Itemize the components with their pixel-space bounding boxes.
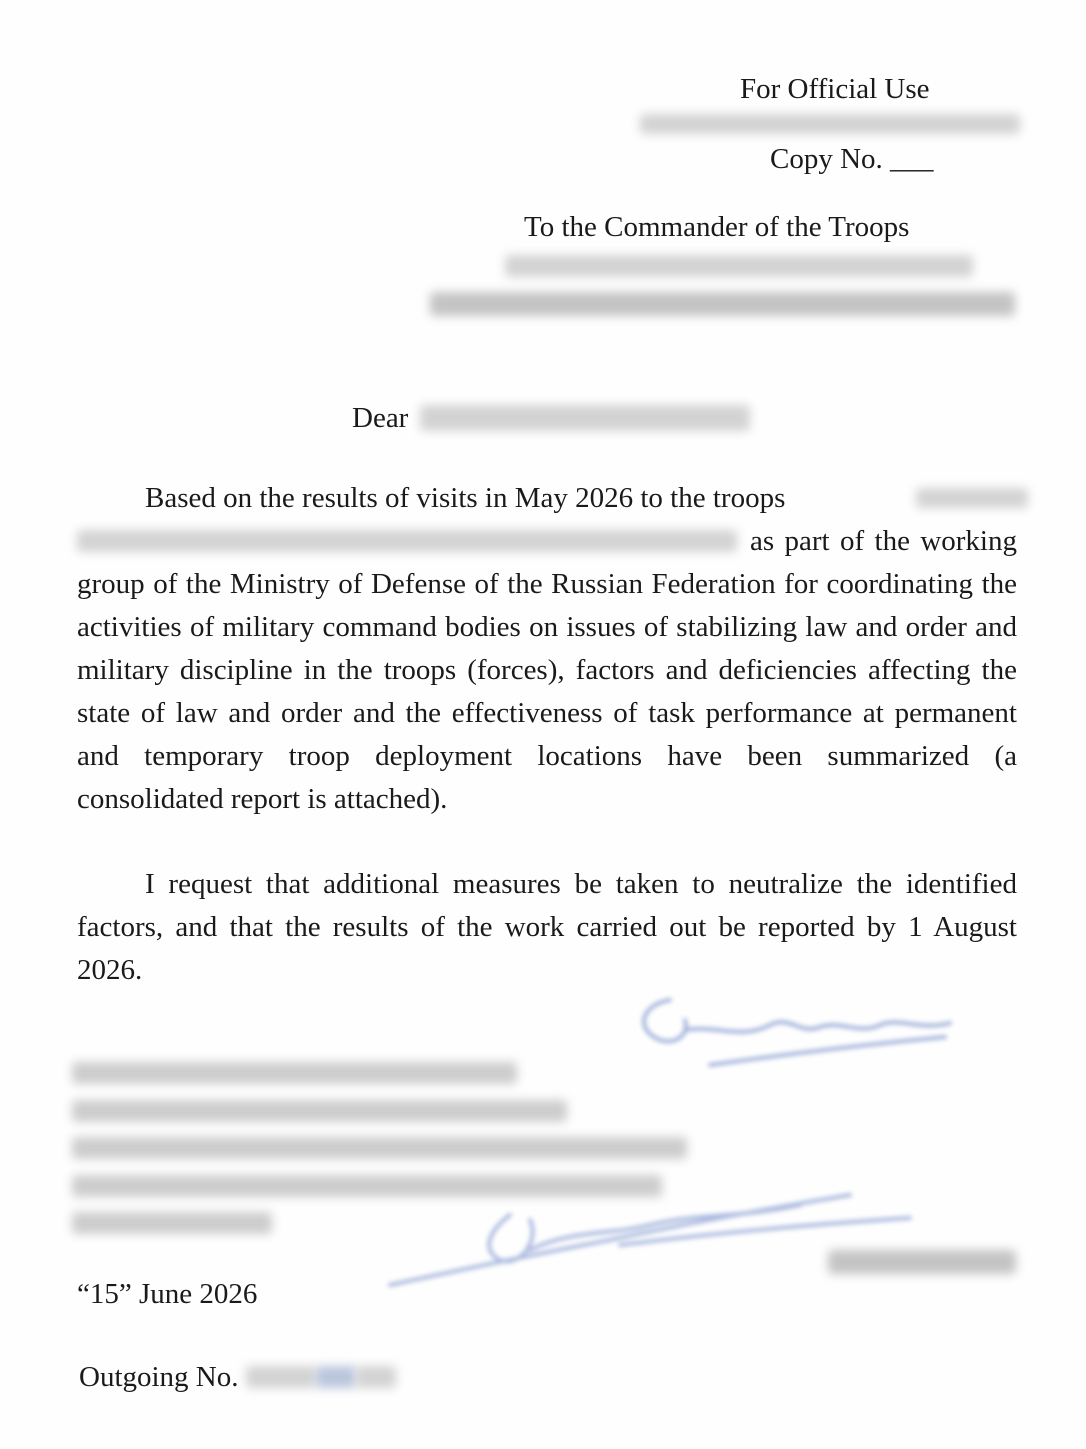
redacted-addressee-line-2: [430, 292, 1015, 318]
redacted-outgoing-number: [246, 1366, 396, 1390]
redacted-troops-name-1: [916, 488, 1028, 510]
copy-label: Copy No.: [770, 143, 883, 175]
redacted-header-line: [640, 114, 1020, 136]
redacted-addressee-line-1: [505, 255, 973, 279]
outgoing-number-label: Outgoing No.: [79, 1361, 239, 1393]
redacted-signatory-title-3: [72, 1137, 687, 1159]
signature-scribble-lower: [380, 1180, 920, 1300]
paragraph-2: I request that additional measures be taken to neutralize the identified factors, and that the results of the work carried out be reported by 1 August 2026.: [77, 868, 1017, 986]
copy-number: [770, 143, 934, 176]
redacted-signatory-rank: [72, 1212, 272, 1234]
copy-blank: ___: [890, 143, 934, 175]
redacted-signatory-title-1: [72, 1062, 517, 1084]
paragraph-1-first-line: [77, 477, 1017, 519]
classification-label: For Official Use: [740, 73, 930, 105]
paragraph-1-start: Based on the results of visits in May 2026 to the troops: [145, 482, 786, 514]
paragraph-1-continued: as part of the working group of the Ministry of Defense of the Russian Federation for coordinating the activities of military command bodies on issues of stabilizing law and order and military discipline in the troops (forces), factors and deficiencies affecting the state of law and order and the effectiveness of task performance at permanent and temporary troop deployment locations have been summarized (a consolidated report is attached).: [77, 525, 1017, 815]
redacted-signatory-name: [828, 1250, 1016, 1276]
redacted-signatory-title-2: [72, 1100, 567, 1122]
salutation-label: Dear: [352, 402, 409, 434]
redacted-recipient-name: [420, 405, 750, 433]
salutation: [352, 402, 408, 435]
signature-scribble-upper: [630, 985, 970, 1085]
addressee-title: To the Commander of the Troops: [524, 211, 910, 243]
document-date: “15” June 2026: [77, 1278, 258, 1310]
